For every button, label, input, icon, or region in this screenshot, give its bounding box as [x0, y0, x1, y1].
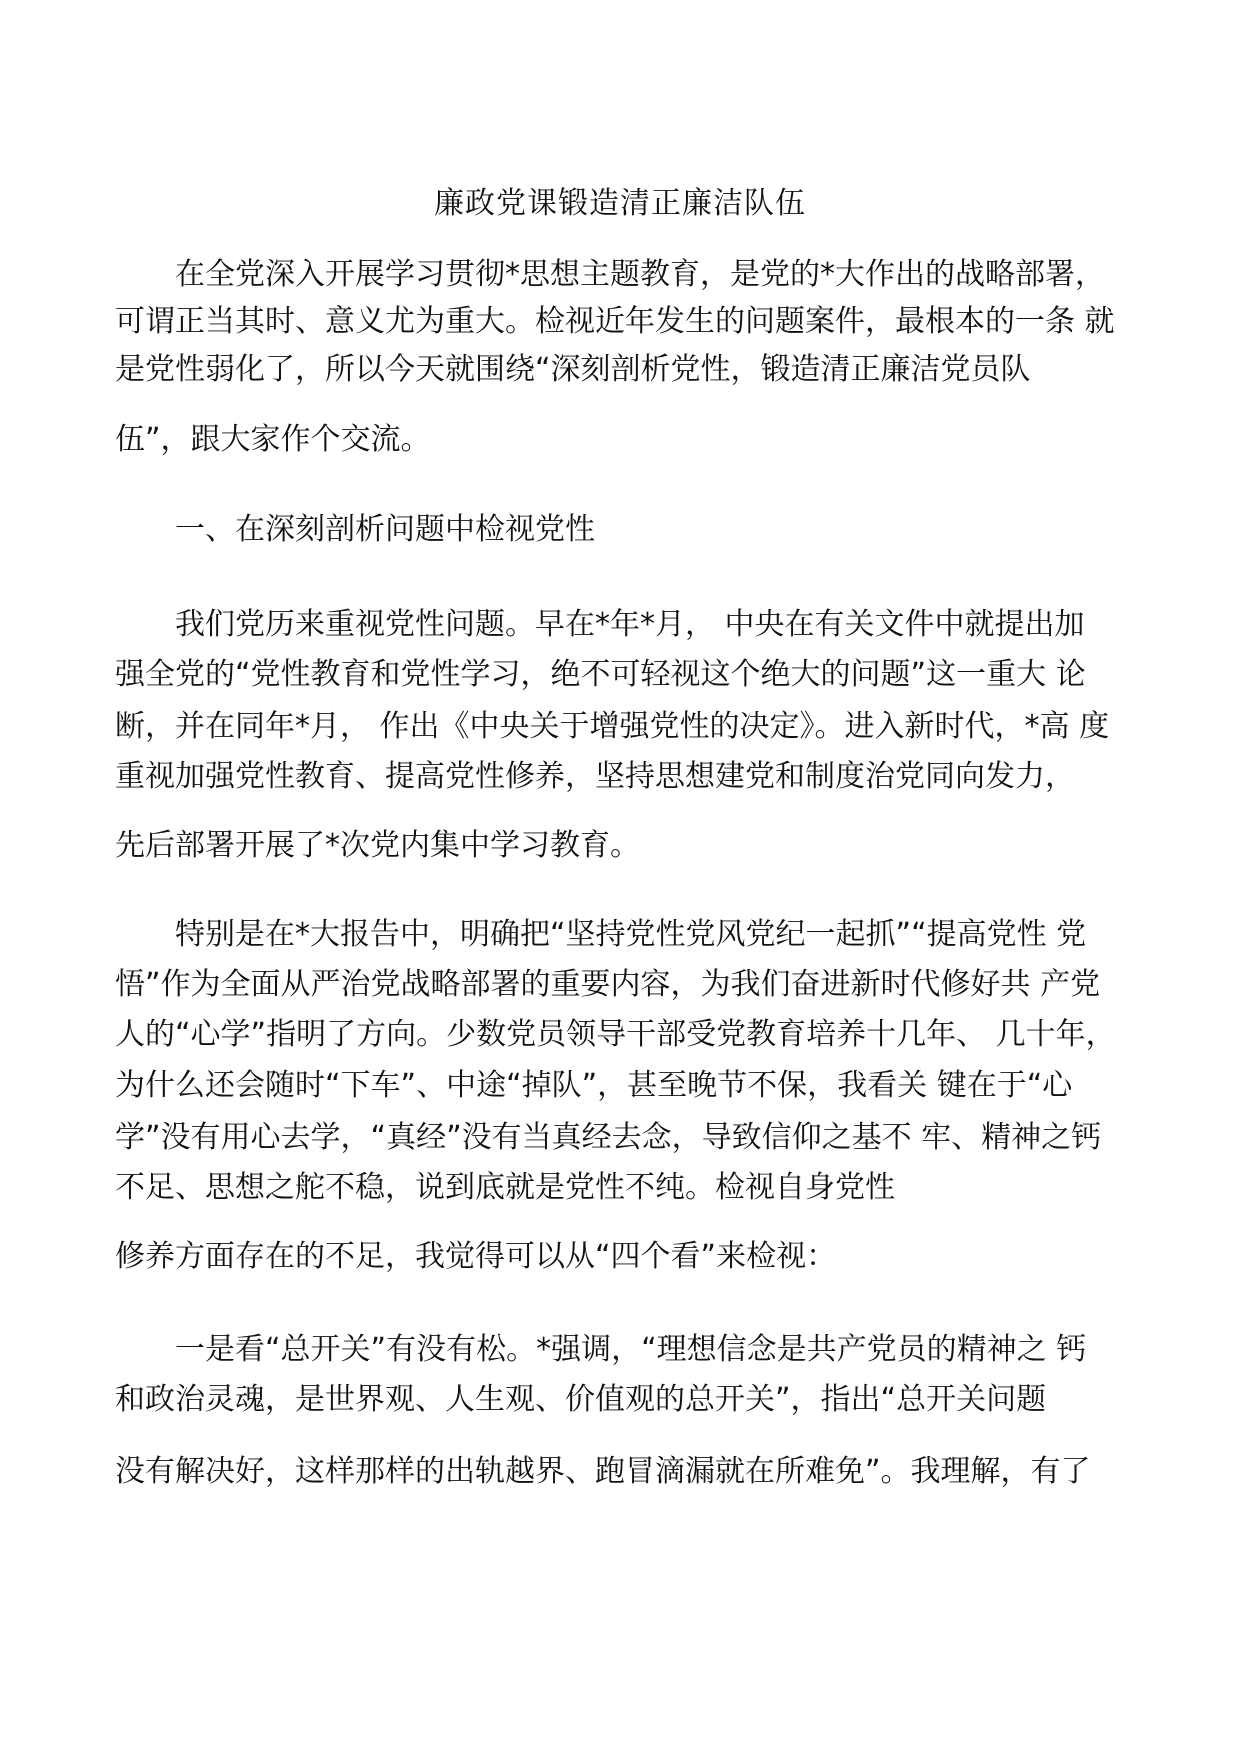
paragraph-3-line-6: 不足、思想之舵不稳，说到底就是党性不纯。检视自身党性 — [115, 1170, 895, 1205]
paragraph-3-line-5: 学”没有用心去学，“真经”没有当真经去念，导致信仰之基不 牢、精神之钙 — [115, 1120, 1102, 1155]
paragraph-2-line-2: 强全党的“党性教育和党性学习，绝不可轻视这个绝大的问题”这一重大 论 — [115, 657, 1086, 692]
paragraph-2-line-5: 先后部署开展了*次党内集中学习教育。 — [115, 828, 640, 863]
section-heading-1: 一、在深刻剖析问题中检视党性 — [175, 512, 595, 547]
document-title: 廉政党课锻造清正廉洁队伍 — [434, 186, 806, 221]
paragraph-3-line-1: 特别是在*大报告中，明确把“坚持党性党风党纪一起抓”“提高党性 党 — [175, 917, 1087, 952]
paragraph-4-line-2: 和政治灵魂，是世界观、人生观、价值观的总开关”，指出“总开关问题 — [115, 1382, 1047, 1417]
paragraph-4-line-3: 没有解决好，这样那样的出轨越界、跑冒滴漏就在所难免”。我理解，有了 — [115, 1454, 1091, 1489]
paragraph-3-line-2: 悟”作为全面从严治党战略部署的重要内容，为我们奋进新时代修好共 产党 — [115, 967, 1101, 1002]
paragraph-3-line-3: 人的“心学”指明了方向。少数党员领导干部受党教育培养十几年、 几十年， — [115, 1017, 1116, 1052]
paragraph-3-line-7: 修养方面存在的不足，我觉得可以从“四个看”来检视： — [115, 1239, 837, 1274]
paragraph-1-line-2: 可谓正当其时、意义尤为重大。检视近年发生的问题案件，最根本的一条 就 — [115, 304, 1115, 339]
paragraph-3-line-4: 为什么还会随时“下车”、中途“掉队”，甚至晚节不保，我看关 键在于“心 — [115, 1068, 1073, 1103]
paragraph-1-line-3: 是党性弱化了，所以今天就围绕“深刻剖析党性，锻造清正廉洁党员队 — [115, 352, 1031, 387]
paragraph-1-line-4: 伍”，跟大家作个交流。 — [115, 422, 431, 457]
paragraph-4-line-1: 一是看“总开关”有没有松。*强调，“理想信念是共产党员的精神之 钙 — [175, 1332, 1087, 1367]
paragraph-2-line-4: 重视加强党性教育、提高党性修养，坚持思想建党和制度治党同向发力， — [115, 759, 1075, 794]
paragraph-2-line-1: 我们党历来重视党性问题。早在*年*月， 中央在有关文件中就提出加 — [175, 607, 1085, 642]
paragraph-1-line-1: 在全党深入开展学习贯彻*思想主题教育，是党的*大作出的战略部署， — [175, 257, 1105, 292]
paragraph-2-line-3: 断，并在同年*月， 作出《中央关于增强党性的决定》。进入新时代，*高 度 — [115, 709, 1110, 744]
